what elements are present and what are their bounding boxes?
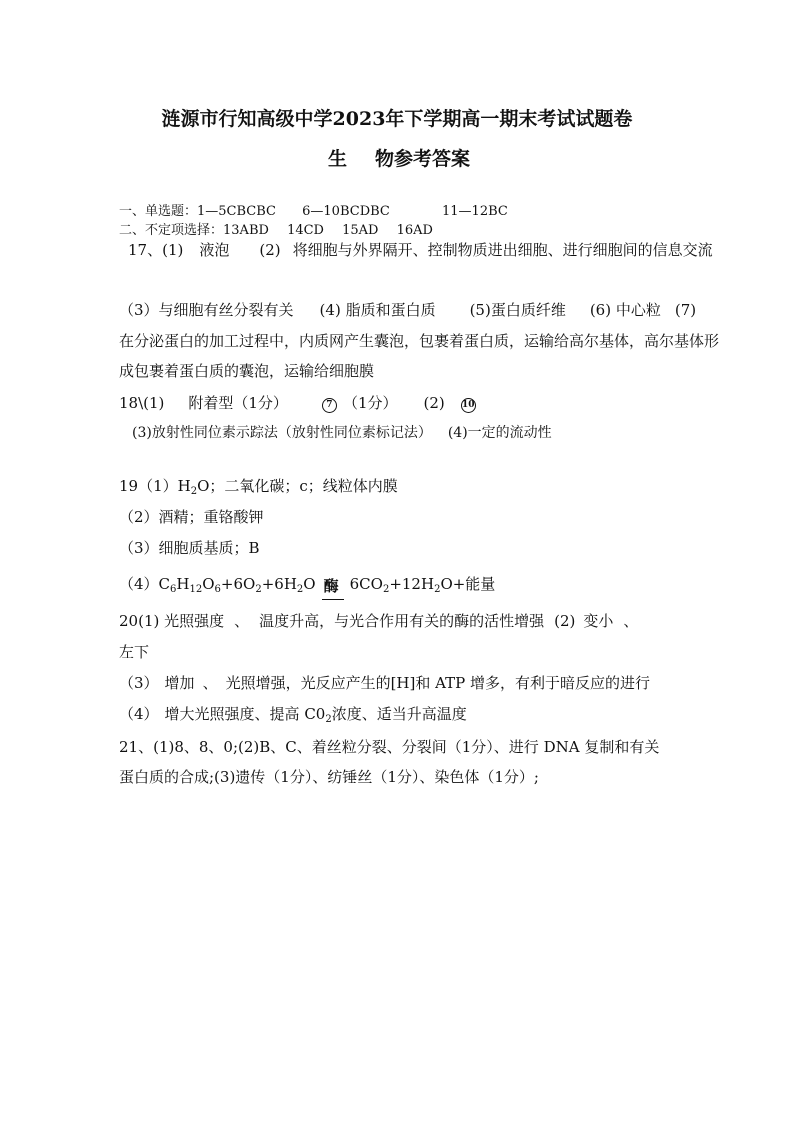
q18-answer-3: (3)放射性同位素示踪法（放射性同位素标记法） [132, 425, 432, 441]
q19-equation [119, 575, 496, 595]
q20-answer-1b: 温度升高，与光合作用有关的酶的活性增强 [259, 612, 545, 630]
enzyme-label: 酶 [323, 577, 339, 595]
q20-sep: 、 [234, 612, 250, 630]
q19-text-a: 19（1）H [119, 477, 191, 495]
mc2-answer-14: 14CD [287, 223, 324, 238]
eq-part: O [202, 575, 215, 593]
mc2-answer-16: 16AD [396, 223, 433, 238]
eq-part: （4）C [119, 575, 171, 593]
q20-answer-3: 增加 [164, 674, 195, 692]
eq-part: 6CO [349, 575, 383, 593]
q19-sub: 2 [190, 486, 198, 497]
multi-choice-answers [119, 224, 433, 237]
q17-answer-5: (5)蛋白质纤维 [469, 301, 566, 319]
q21-line-2: 蛋白质的合成;(3)遗传（1分）、纺锤丝（1分）、染色体（1分）; [119, 768, 539, 786]
q17-line-3: 在分泌蛋白的加工过程中，内质网产生囊泡，包裹着蛋白质，运输给高尔基体，高尔基体形 [119, 332, 720, 350]
mc2-answer-13: 13ABD [223, 223, 269, 238]
q20-sub-2: (2) [554, 612, 576, 630]
q20-line-4 [119, 705, 467, 725]
page-subtitle [328, 150, 470, 169]
q18-answer-1: 附着型（1分） [188, 394, 288, 412]
eq-sub: 2 [382, 584, 390, 595]
q18-line-1 [119, 396, 476, 413]
q19-line-3: （3）细胞质基质；B [119, 539, 260, 557]
eq-part: O [303, 575, 316, 593]
q17-answer-2: 将细胞与外界隔开、控制物质进出细胞、进行细胞间的信息交流 [292, 241, 713, 259]
q20-sep-3: 、 [202, 674, 218, 692]
mc2-answer-15: 15AD [342, 223, 379, 238]
q20-answer-2: 变小 [583, 612, 614, 630]
reaction-line [322, 599, 344, 600]
q20-answer-4: 增大光照强度、提高 C0 [164, 705, 326, 723]
q17-number: 17、(1) [128, 241, 184, 259]
eq-part: +6H [261, 575, 297, 593]
mc-answers-6-10: 6—10BCDBC [302, 204, 390, 219]
q17-answer-6: (6) 中心粒 [589, 301, 661, 319]
q20-sub: 2 [325, 714, 332, 725]
q20-sub-3: （3） [119, 674, 159, 692]
q17-sub-2: (2) [259, 241, 281, 259]
mc-answers-11-12: 11—12BC [442, 204, 508, 219]
eq-part: +12H [389, 575, 435, 593]
q19-text-b: O；二氧化碳；c；线粒体内膜 [197, 477, 398, 495]
eq-sub: 6 [170, 584, 177, 595]
eq-part: O+能量 [440, 575, 496, 593]
q17-line-1 [128, 243, 713, 258]
single-choice-answers [119, 205, 508, 218]
q17-line-2 [119, 303, 696, 318]
eq-sub: 6 [214, 584, 221, 595]
q20-line-2: 左下 [119, 643, 150, 661]
subtitle-part-a: 生 [328, 148, 348, 170]
eq-sub: 2 [296, 584, 304, 595]
q20-sep-2: 、 [623, 612, 639, 630]
q20-answer-4b: 浓度、适当升高温度 [331, 705, 467, 723]
mc-answers-1-5: 1—5CBCBC [197, 204, 276, 219]
q17-answer-3: （3）与细胞有丝分裂有关 [119, 301, 294, 319]
circled-number-10: 10 [461, 398, 476, 413]
q17-line-4: 成包裹着蛋白质的囊泡，运输给细胞膜 [119, 362, 375, 380]
mc2-label: 二、不定项选择： [119, 223, 224, 238]
eq-part: +6O [220, 575, 256, 593]
subtitle-part-b: 物参考答案 [375, 148, 471, 170]
eq-part: H [176, 575, 190, 593]
q20-sub-4: （4） [119, 705, 159, 723]
q20-answer-1: 20(1) 光照强度 [119, 612, 225, 630]
eq-sub: 2 [434, 584, 441, 595]
q18-line-2 [132, 426, 552, 440]
eq-sub: 2 [255, 584, 262, 595]
q18-sub-2: (2) [423, 394, 445, 412]
q18-score: （1分） [342, 394, 398, 412]
q20-line-3 [119, 676, 650, 691]
q20-line-1 [119, 614, 638, 629]
q19-line-1 [119, 477, 398, 497]
mc-label: 一、单选题： [119, 204, 198, 219]
q18-number: 18\(1) [119, 394, 165, 412]
page-title: 涟源市行知高级中学2023年下学期高一期末考试试题卷 [161, 108, 633, 130]
eq-sub: 12 [189, 584, 203, 595]
q17-answer-4: (4) 脂质和蛋白质 [319, 301, 436, 319]
q21-line-1: 21、(1)8、8、0;(2)B、C、着丝粒分裂、分裂间（1分）、进行 DNA 复制和有关 [119, 738, 660, 756]
circled-number-7: 7 [322, 398, 337, 413]
q17-sub-7: (7) [674, 301, 697, 319]
q17-answer-1: 液泡 [199, 241, 230, 259]
q19-line-2: （2）酒精；重铬酸钾 [119, 508, 264, 526]
q18-answer-4: (4)一定的流动性 [447, 425, 552, 441]
q20-answer-3b: 光照增强，光反应产生的[H]和 ATP 增多，有利于暗反应的进行 [225, 674, 651, 692]
